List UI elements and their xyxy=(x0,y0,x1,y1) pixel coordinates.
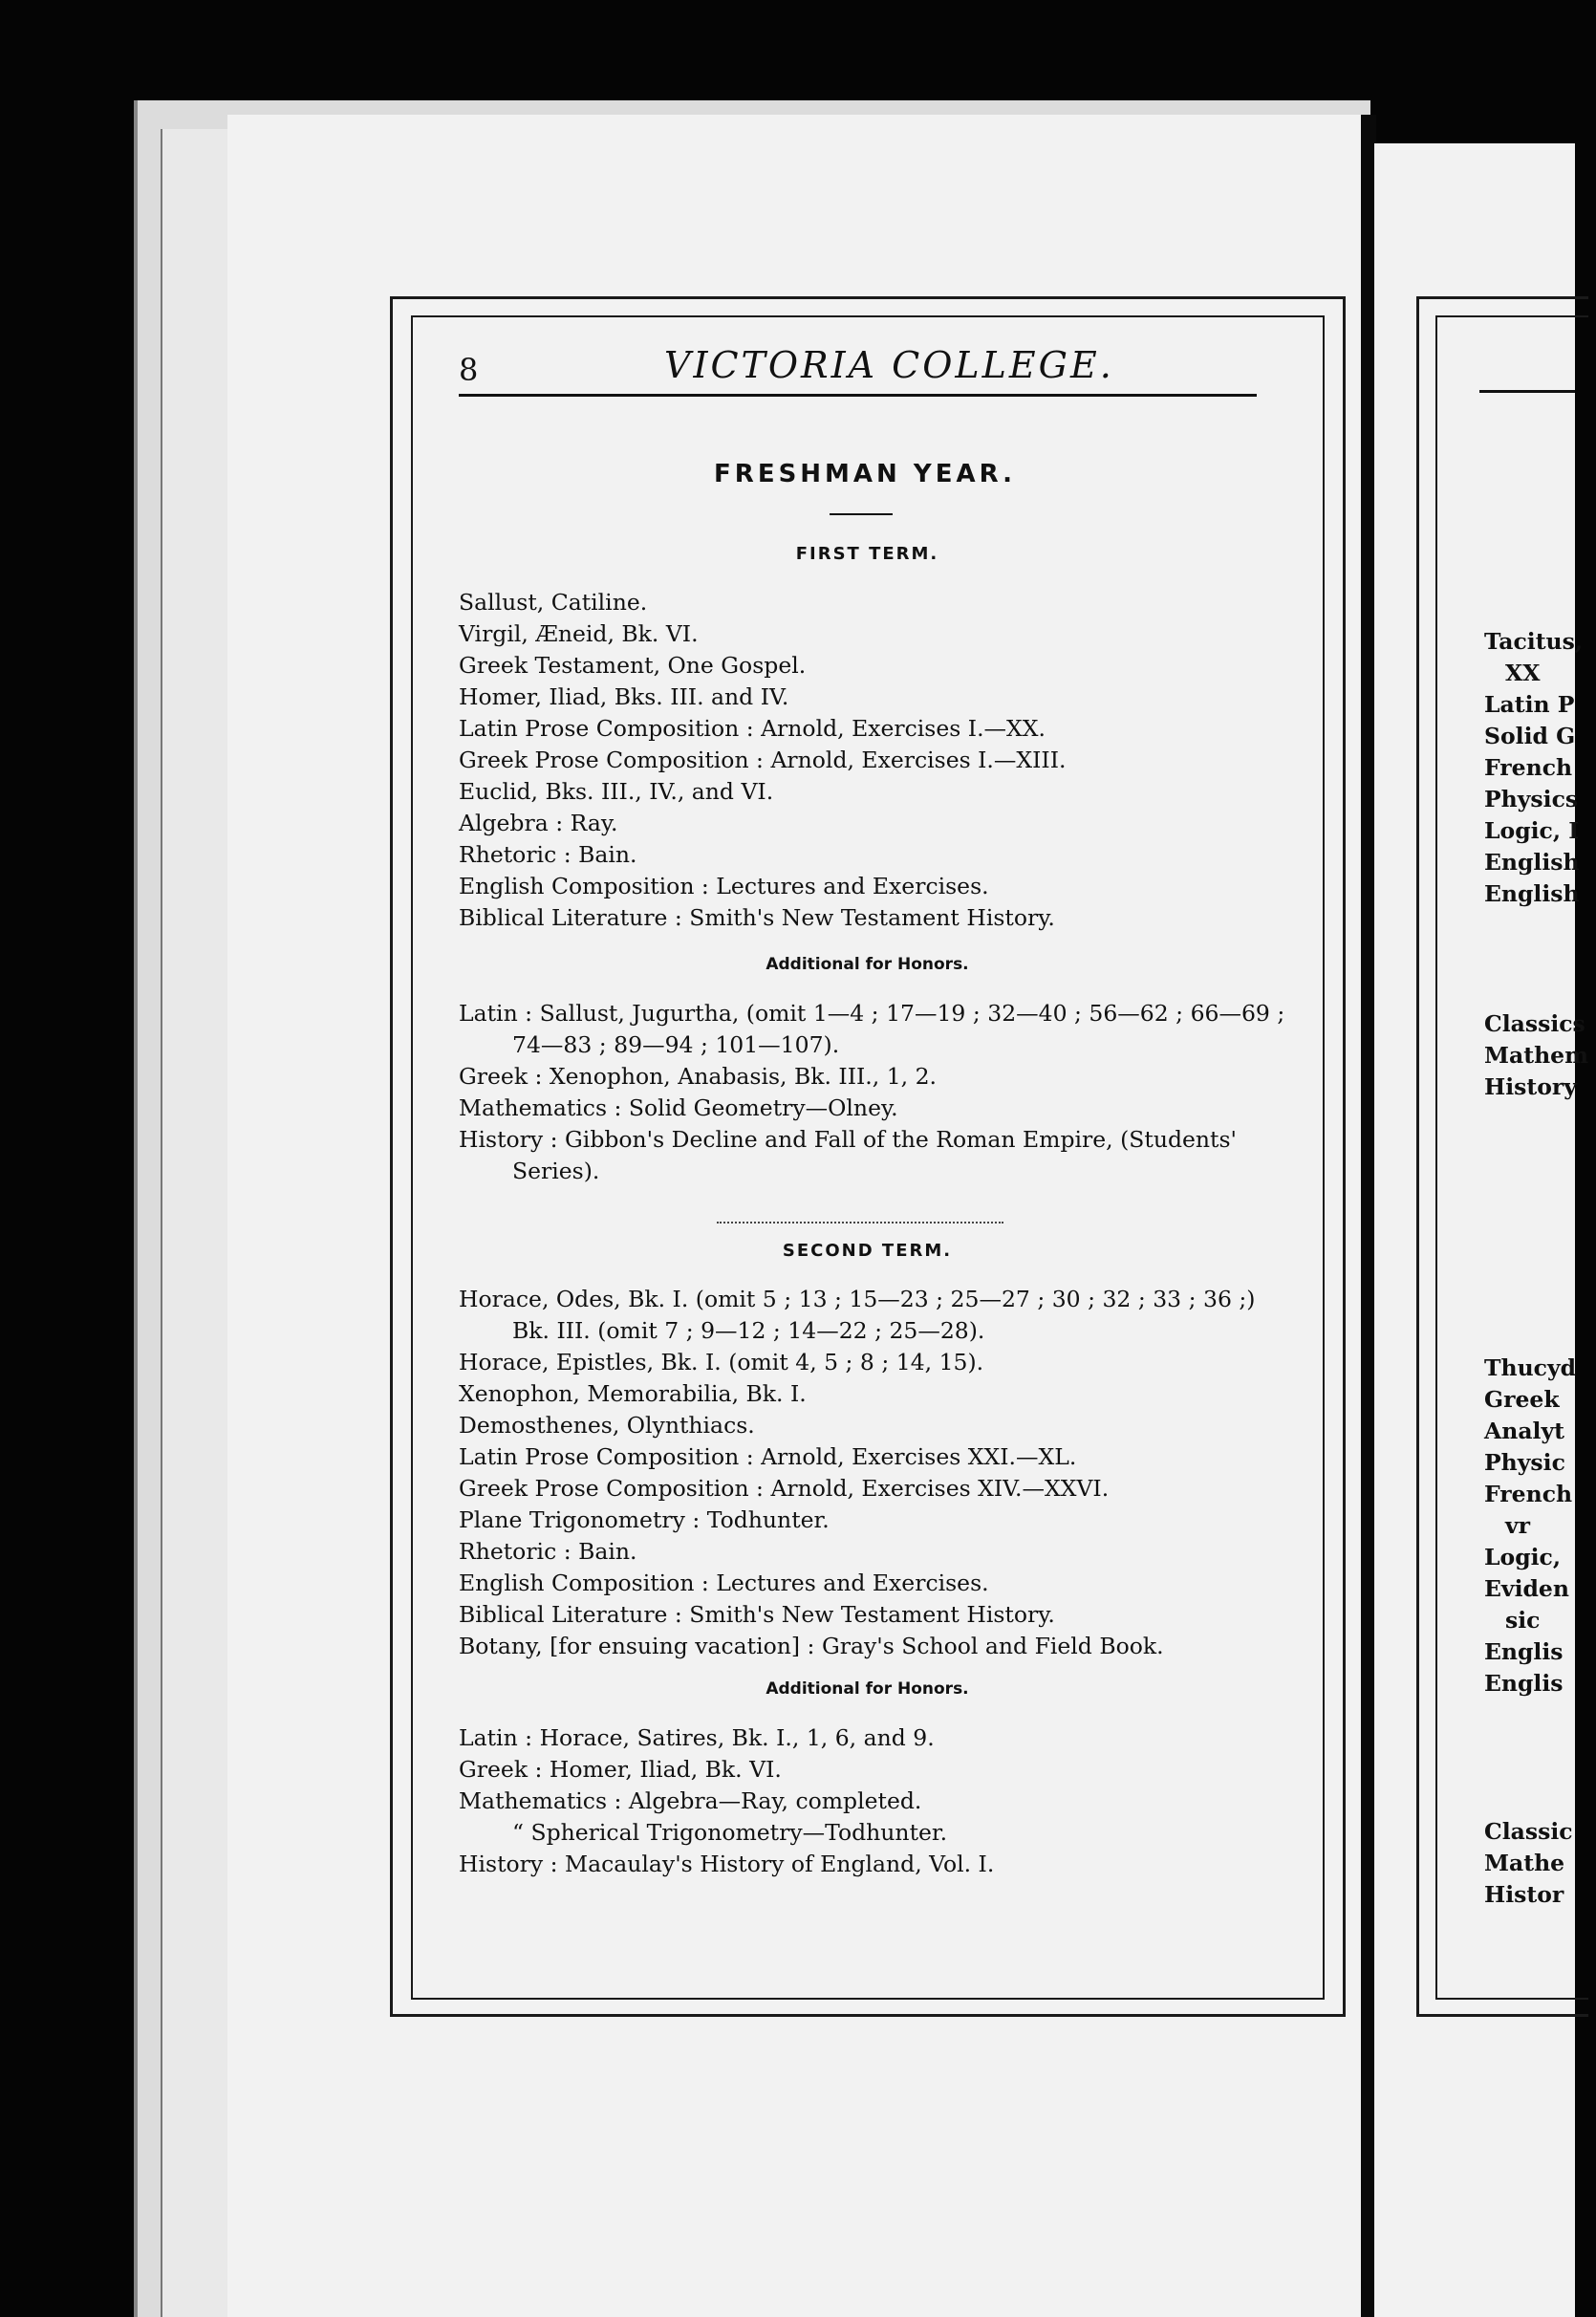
course-line: History : Macaulay's History of England, Vol. I. xyxy=(459,1851,995,1877)
right-page-fragment: Analyt xyxy=(1484,1418,1564,1444)
course-line: Mathematics : Solid Geometry—Olney. xyxy=(459,1094,898,1121)
right-page-fragment: vr xyxy=(1505,1512,1531,1539)
right-page-fragment: Eviden xyxy=(1484,1575,1569,1602)
course-line: 74—83 ; 89—94 ; 101—107). xyxy=(512,1031,840,1058)
right-page-fragment: Englis xyxy=(1484,1670,1564,1697)
course-line: Latin : Sallust, Jugurtha, (omit 1—4 ; 17—19 ; 32—40 ; 56—62 ; 66—69 ; xyxy=(459,1000,1285,1027)
right-page-fragment: English xyxy=(1484,880,1580,907)
right-page-fragment: Classics xyxy=(1484,1010,1585,1037)
second-term-list xyxy=(459,1284,1319,1662)
heading-divider xyxy=(830,513,893,515)
right-page-fragment: Tacitus, xyxy=(1484,628,1584,655)
right-page-fragment: sic xyxy=(1505,1607,1541,1634)
course-line: Greek Testament, One Gospel. xyxy=(459,652,807,679)
course-line: Sallust, Catiline. xyxy=(459,589,648,616)
right-page-fragment: Latin P xyxy=(1484,691,1575,718)
right-page-fragment: Mathe xyxy=(1484,1850,1565,1876)
right-page-fragment: Logic, I xyxy=(1484,817,1580,844)
course-line: Biblical Literature : Smith's New Testament History. xyxy=(459,904,1055,931)
right-page-fragment: English xyxy=(1484,849,1580,876)
right-page-border-inner xyxy=(1435,315,1588,2000)
year-heading: FRESHMAN YEAR. xyxy=(714,460,1016,488)
course-line: Biblical Literature : Smith's New Testament History. xyxy=(459,1601,1055,1628)
course-line: Greek : Xenophon, Anabasis, Bk. III., 1, 2. xyxy=(459,1063,938,1090)
course-line: Rhetoric : Bain. xyxy=(459,841,637,868)
course-line: Botany, [for ensuing vacation] : Gray's School and Field Book. xyxy=(459,1633,1164,1659)
course-line: Algebra : Ray. xyxy=(459,810,618,836)
course-line: Virgil, Æneid, Bk. VI. xyxy=(459,620,699,647)
course-line: “ Spherical Trigonometry—Todhunter. xyxy=(512,1819,948,1846)
right-page-fragment: XX xyxy=(1505,660,1541,686)
course-line: Rhetoric : Bain. xyxy=(459,1538,637,1565)
page-header xyxy=(459,335,1257,401)
course-line: Mathematics : Algebra—Ray, completed. xyxy=(459,1787,922,1814)
course-line: English Composition : Lectures and Exercises. xyxy=(459,873,989,899)
first-term-honors-heading: Additional for Honors. xyxy=(766,955,969,974)
course-line: Demosthenes, Olynthiacs. xyxy=(459,1412,755,1439)
course-line: Greek : Homer, Iliad, Bk. VI. xyxy=(459,1756,782,1783)
course-line: Greek Prose Composition : Arnold, Exercises XIV.—XXVI. xyxy=(459,1475,1110,1502)
right-page-fragment: Histor xyxy=(1484,1881,1564,1908)
course-line: Latin Prose Composition : Arnold, Exercises I.—XX. xyxy=(459,715,1046,742)
ornamental-divider xyxy=(717,1208,1003,1223)
first-term-heading: FIRST TERM. xyxy=(795,544,939,564)
course-line: History : Gibbon's Decline and Fall of the Roman Empire, (Students' xyxy=(459,1126,1237,1153)
right-page-fragment: Mathem xyxy=(1484,1042,1588,1069)
right-page-fragment: French xyxy=(1484,1481,1573,1507)
course-line: Homer, Iliad, Bks. III. and IV. xyxy=(459,683,789,710)
right-page-fragment: Logic, xyxy=(1484,1544,1562,1570)
course-line: Latin : Horace, Satires, Bk. I., 1, 6, and 9. xyxy=(459,1724,935,1751)
course-line: Latin Prose Composition : Arnold, Exercises XXI.—XL. xyxy=(459,1443,1077,1470)
right-page-fragment: French xyxy=(1484,754,1573,781)
right-page-header-rule xyxy=(1479,390,1575,393)
header-rule xyxy=(459,394,1257,397)
right-page-fragment: Englis xyxy=(1484,1638,1564,1665)
course-line: Series). xyxy=(512,1158,600,1184)
course-line: Horace, Epistles, Bk. I. (omit 4, 5 ; 8 ; 14, 15). xyxy=(459,1349,984,1375)
right-page-fragment: Thucyd xyxy=(1484,1354,1577,1381)
course-line: Euclid, Bks. III., IV., and VI. xyxy=(459,778,774,805)
second-term-honors-list xyxy=(459,1722,1319,1880)
course-line: Horace, Odes, Bk. I. (omit 5 ; 13 ; 15—23 ; 25—27 ; 30 ; 32 ; 33 ; 36 ;) xyxy=(459,1286,1256,1312)
right-page-fragment: Greek xyxy=(1484,1386,1560,1413)
course-line: Bk. III. (omit 7 ; 9—12 ; 14—22 ; 25—28). xyxy=(512,1317,985,1344)
first-term-list xyxy=(459,587,1319,934)
first-term-honors-list xyxy=(459,998,1319,1187)
right-page-fragment: Classic xyxy=(1484,1818,1573,1845)
page-content xyxy=(459,411,1319,1880)
running-title: VICTORIA COLLEGE. xyxy=(664,344,1114,386)
second-term-heading: SECOND TERM. xyxy=(782,1241,953,1261)
course-line: Greek Prose Composition : Arnold, Exercises I.—XIII. xyxy=(459,747,1067,773)
course-line: Plane Trigonometry : Todhunter. xyxy=(459,1506,830,1533)
right-page-fragment: Physic xyxy=(1484,1449,1565,1476)
course-line: Xenophon, Memorabilia, Bk. I. xyxy=(459,1380,807,1407)
right-page-fragment: Physics xyxy=(1484,786,1579,812)
right-page-fragment: History xyxy=(1484,1073,1577,1100)
right-page-fragment: Solid G xyxy=(1484,723,1576,749)
course-line: English Composition : Lectures and Exercises. xyxy=(459,1570,989,1596)
second-term-honors-heading: Additional for Honors. xyxy=(766,1679,969,1699)
page-number: 8 xyxy=(459,352,479,388)
